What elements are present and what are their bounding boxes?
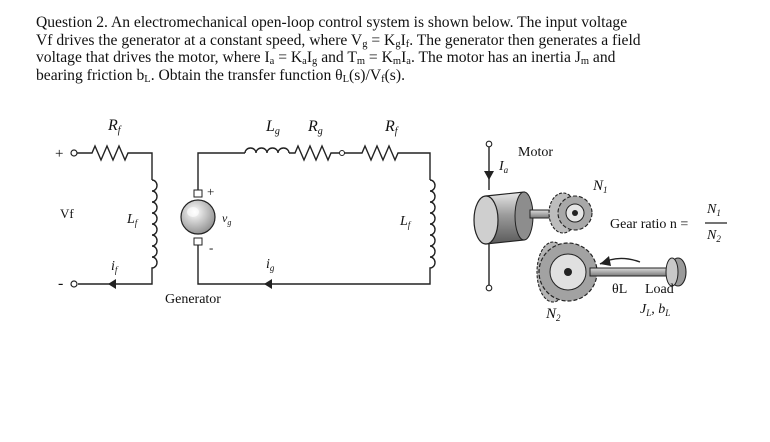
generator-label: Generator bbox=[165, 292, 221, 307]
question-line-3: voltage that drives the motor, where $I_a = K_aI_g$ and $T_m = K_mI_a$. The motor has an inertia $J_m$ and bbox=[36, 49, 616, 68]
minus-terminal-label: - bbox=[58, 275, 64, 292]
load-shaft bbox=[590, 268, 670, 276]
gear-ratio-numerator: $N_1$ bbox=[707, 202, 721, 218]
generator-inductor bbox=[245, 148, 289, 153]
if-arrow bbox=[108, 279, 116, 289]
armature-circuit bbox=[198, 118, 435, 289]
motor-field-resistor bbox=[344, 146, 430, 180]
field-resistor bbox=[77, 146, 152, 180]
motor-field-inductor-label: $L_f$ bbox=[400, 214, 411, 230]
theta-l-label: θL bbox=[612, 282, 628, 297]
gear-ratio-label: Gear ratio n = bbox=[610, 217, 689, 232]
motor-top-terminal bbox=[486, 141, 492, 147]
motor-label: Motor bbox=[518, 145, 553, 160]
motor-bottom-terminal bbox=[486, 285, 492, 291]
motor-field-resistor-label: Rf bbox=[385, 118, 398, 137]
generator-minus-label: - bbox=[209, 240, 214, 255]
generator-field-inductor-label: $L_f$ bbox=[127, 212, 138, 228]
question-line-4: bearing friction $b_L$. Obtain the transfer function $\theta_L(s)/V_f(s)$. bbox=[36, 66, 405, 85]
n1-label: $N_1$ bbox=[593, 178, 608, 195]
bottom-left-terminal bbox=[71, 281, 77, 287]
generator-inductor-label: Lg bbox=[266, 118, 280, 137]
ia-label: $I_a$ bbox=[499, 159, 509, 175]
gear-n2 bbox=[537, 242, 597, 302]
generator-resistor bbox=[289, 146, 340, 160]
plus-terminal-label: + bbox=[55, 146, 64, 162]
armature-wire-left bbox=[198, 153, 245, 190]
if-label: $i_f$ bbox=[111, 259, 118, 275]
generator-resistor-label: Rg bbox=[308, 118, 323, 137]
vg-label: $v_g$ bbox=[222, 211, 232, 227]
n2-label: $N_2$ bbox=[546, 306, 561, 323]
load-labels bbox=[612, 282, 674, 318]
generator-brush-top bbox=[194, 190, 202, 197]
field-resistor-label: Rf bbox=[108, 117, 121, 136]
ia-arrow bbox=[484, 171, 494, 180]
generator-armature bbox=[181, 200, 215, 234]
top-left-terminal bbox=[71, 150, 77, 156]
ig-label: $i_g$ bbox=[266, 257, 275, 273]
generator-plus-label: + bbox=[207, 184, 215, 199]
question-line-2: Vf drives the generator at a constant speed, where $V_g = K_gI_f$. The generator then generates a field bbox=[36, 31, 641, 50]
generator-brush-bottom bbox=[194, 238, 202, 245]
ig-arrow bbox=[264, 279, 272, 289]
gear-ratio-denominator: $N_2$ bbox=[707, 228, 721, 244]
motor-end-face bbox=[474, 196, 498, 244]
generator-field-inductor bbox=[78, 180, 157, 284]
junction-dot bbox=[340, 151, 345, 156]
gear-ratio bbox=[610, 202, 727, 244]
load-label: Load bbox=[645, 282, 674, 297]
load-parameters-label: $J_L$, $b_L$ bbox=[640, 302, 671, 318]
field-circuit bbox=[55, 117, 157, 292]
question-line-1: Question 2. An electromechanical open-loop control system is shown below. The input voltage bbox=[36, 14, 628, 31]
vf-label: Vf bbox=[60, 206, 74, 221]
gear-n1 bbox=[549, 193, 592, 233]
motor-field-inductor bbox=[198, 180, 435, 284]
